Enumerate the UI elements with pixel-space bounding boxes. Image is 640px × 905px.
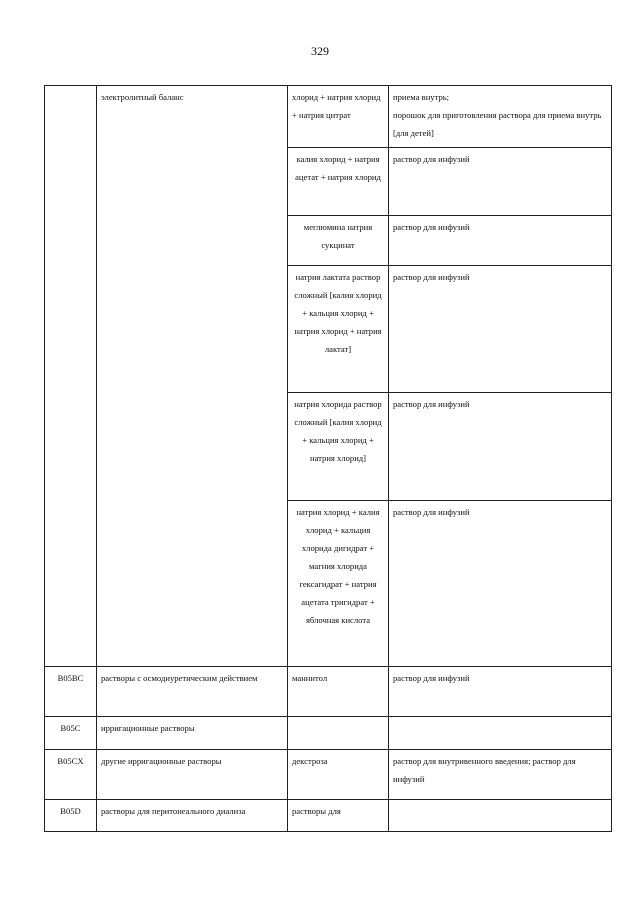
dosage-form-cell: раствор для внутривенного введения; раствор для инфузий: [389, 750, 612, 800]
dosage-form-cell: [389, 800, 612, 832]
atc-code-cell: B05D: [45, 800, 97, 832]
atc-code-cell: B05C: [45, 717, 97, 750]
inn-cell: декстроза: [288, 750, 389, 800]
drug-table: [44, 85, 612, 832]
table-row: [45, 750, 612, 800]
table-row: [45, 800, 612, 832]
inn-cell: меглюмина натрия сукцинат: [288, 216, 389, 266]
dosage-form-cell: раствор для инфузий: [389, 216, 612, 266]
dosage-form-cell: раствор для инфузий: [389, 266, 612, 393]
dosage-form-cell: приема внутрь; порошок для приготовления раствора для приема внутрь [для детей]: [389, 86, 612, 148]
group-name-cell: растворы для перитонеального диализа: [97, 800, 288, 832]
dosage-form-cell: раствор для инфузий: [389, 393, 612, 501]
inn-cell: [288, 717, 389, 750]
table-row: [45, 667, 612, 717]
dosage-form-cell: [389, 717, 612, 750]
table-row: [45, 86, 612, 148]
dosage-form-cell: раствор для инфузий: [389, 667, 612, 717]
page-number: 329: [311, 44, 329, 58]
dosage-form-cell: раствор для инфузий: [389, 148, 612, 216]
atc-code-cell: B05CX: [45, 750, 97, 800]
group-name-cell: ирригационные растворы: [97, 717, 288, 750]
inn-cell: натрия лактата раствор сложный [калия хлорид + кальция хлорид + натрия хлорид + натрия лактат]: [288, 266, 389, 393]
inn-cell: растворы для: [288, 800, 389, 832]
inn-cell: хлорид + натрия хлорид + натрия цитрат: [288, 86, 389, 148]
group-name-cell: растворы с осмодиуретическим действием: [97, 667, 288, 717]
inn-cell: натрия хлорид + калия хлорид + кальция хлорида дигидрат + магния хлорида гексагидрат + натрия ацетата тригидрат + яблочная кислота: [288, 501, 389, 667]
table-row: [45, 717, 612, 750]
inn-cell: маннитол: [288, 667, 389, 717]
atc-code-cell: B05BC: [45, 667, 97, 717]
inn-cell: натрия хлорида раствор сложный [калия хлорид + кальция хлорид + натрия хлорид]: [288, 393, 389, 501]
group-name-cell: электролитный баланс: [97, 86, 288, 667]
dosage-form-cell: раствор для инфузий: [389, 501, 612, 667]
inn-cell: калия хлорид + натрия ацетат + натрия хлорид: [288, 148, 389, 216]
group-name-cell: другие ирригационные растворы: [97, 750, 288, 800]
atc-code-cell: [45, 86, 97, 667]
